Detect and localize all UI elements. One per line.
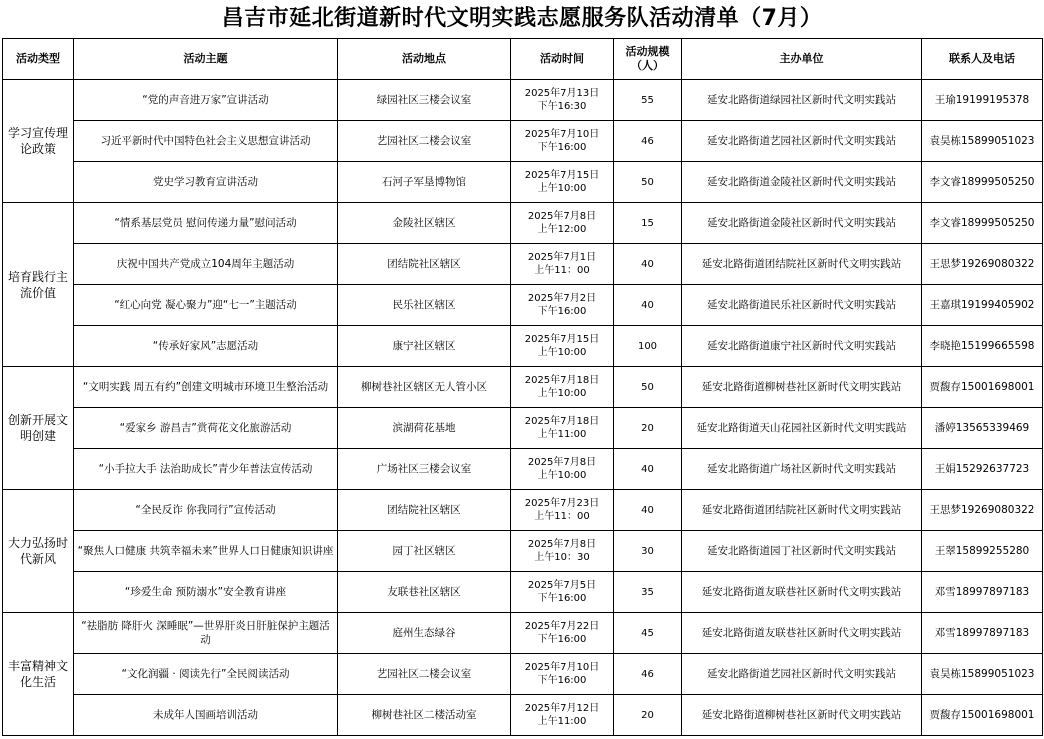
activity-scale-cell: 40: [614, 244, 682, 285]
table-row: [3, 203, 1043, 244]
activity-time-cell: [511, 572, 614, 613]
activity-time-cell: [511, 326, 614, 367]
activity-clock: 下午16:00: [537, 142, 587, 153]
table-row: [3, 244, 1043, 285]
header-organizer: 主办单位: [682, 39, 922, 80]
organizer-cell: 延安北路街道康宁社区新时代文明实践站: [682, 326, 922, 367]
activity-theme-cell: 未成年人国画培训活动: [74, 695, 338, 736]
activity-table: [2, 38, 1043, 736]
header-activity-type: 活动类型: [3, 39, 74, 80]
table-row: [3, 80, 1043, 121]
activity-clock: 下午16:00: [537, 306, 587, 317]
activity-time-cell: [511, 203, 614, 244]
activity-theme-cell: “文明实践 周五有约”创建文明城市环境卫生整治活动: [74, 367, 338, 408]
activity-time-cell: [511, 285, 614, 326]
activity-date: 2025年7月13日: [524, 88, 600, 99]
organizer-cell: 延安北路街道金陵社区新时代文明实践站: [682, 162, 922, 203]
activity-scale-cell: 30: [614, 531, 682, 572]
activity-scale-cell: 40: [614, 449, 682, 490]
contact-cell: 邓雪18997897183: [922, 613, 1043, 654]
activity-scale-cell: 35: [614, 572, 682, 613]
header-activity-location: 活动地点: [338, 39, 511, 80]
activity-clock: 上午11:00: [537, 429, 587, 440]
activity-date: 2025年7月8日: [527, 211, 597, 222]
contact-cell: 王瑜19199195378: [922, 80, 1043, 121]
page-title: 昌吉市延北街道新时代文明实践志愿服务队活动清单（7月）: [221, 6, 823, 31]
activity-location-cell: 绿园社区三楼会议室: [338, 80, 511, 121]
activity-location-cell: 石河子军垦博物馆: [338, 162, 511, 203]
activity-date: 2025年7月8日: [527, 457, 597, 468]
activity-location-cell: 广场社区三楼会议室: [338, 449, 511, 490]
activity-scale-cell: 45: [614, 613, 682, 654]
activity-time-cell: [511, 695, 614, 736]
contact-cell: 李文睿18999505250: [922, 203, 1043, 244]
table-row: [3, 162, 1043, 203]
contact-cell: 贾馥存15001698001: [922, 695, 1043, 736]
activity-location-cell: 团结院社区辖区: [338, 490, 511, 531]
activity-time-cell: [511, 490, 614, 531]
contact-cell: 王嘉琪19199405902: [922, 285, 1043, 326]
activity-date: 2025年7月22日: [524, 621, 600, 632]
activity-theme-cell: “聚焦人口健康 共筑幸福未来”世界人口日健康知识讲座: [74, 531, 338, 572]
table-row: [3, 490, 1043, 531]
activity-date: 2025年7月18日: [524, 375, 600, 386]
activity-clock: 下午16:00: [537, 634, 587, 645]
activity-type-cell: 学习宣传理论政策: [3, 80, 74, 203]
organizer-cell: 延安北路街道艺园社区新时代文明实践站: [682, 654, 922, 695]
activity-time-cell: [511, 613, 614, 654]
activity-scale-cell: 20: [614, 408, 682, 449]
table-row: [3, 367, 1043, 408]
organizer-cell: 延安北路街道团结院社区新时代文明实践站: [682, 244, 922, 285]
activity-clock: 上午11:00: [537, 716, 587, 727]
organizer-cell: 延安北路街道柳树巷社区新时代文明实践站: [682, 367, 922, 408]
activity-date: 2025年7月10日: [524, 129, 600, 140]
activity-location-cell: 友联巷社区辖区: [338, 572, 511, 613]
activity-time-cell: [511, 531, 614, 572]
table-row: [3, 408, 1043, 449]
organizer-cell: 延安北路街道民乐社区新时代文明实践站: [682, 285, 922, 326]
activity-theme-cell: “党的声音进万家”宣讲活动: [74, 80, 338, 121]
activity-scale-cell: 40: [614, 490, 682, 531]
activity-theme-cell: “珍爱生命 预防溺水”安全教育讲座: [74, 572, 338, 613]
organizer-cell: 延安北路街道友联巷社区新时代文明实践站: [682, 613, 922, 654]
activity-theme-cell: “红心向党 凝心聚力”迎“七一”主题活动: [74, 285, 338, 326]
activity-clock: 上午11：00: [534, 265, 590, 276]
activity-scale-cell: 50: [614, 367, 682, 408]
activity-clock: 下午16:30: [537, 101, 587, 112]
contact-cell: 潘婷13565339469: [922, 408, 1043, 449]
activity-location-cell: 团结院社区辖区: [338, 244, 511, 285]
activity-date: 2025年7月10日: [524, 662, 600, 673]
activity-theme-cell: “文化润疆 · 阅读先行”全民阅读活动: [74, 654, 338, 695]
organizer-cell: 延安北路街道园丁社区新时代文明实践站: [682, 531, 922, 572]
activity-time-cell: [511, 367, 614, 408]
activity-theme-cell: “爱家乡 游昌吉”赏荷花文化旅游活动: [74, 408, 338, 449]
contact-cell: 王思梦19269080322: [922, 244, 1043, 285]
activity-clock: 上午12:00: [537, 224, 587, 235]
table-row: [3, 531, 1043, 572]
contact-cell: 袁昊栋15899051023: [922, 654, 1043, 695]
contact-cell: 袁昊栋15899051023: [922, 121, 1043, 162]
activity-date: 2025年7月23日: [524, 498, 600, 509]
contact-cell: 贾馥存15001698001: [922, 367, 1043, 408]
contact-cell: 王娟15292637723: [922, 449, 1043, 490]
activity-theme-cell: “祛脂肪 降肝火 深睡眠”—世界肝炎日肝脏保护主题活动: [74, 613, 338, 654]
activity-theme-cell: 习近平新时代中国特色社会主义思想宣讲活动: [74, 121, 338, 162]
contact-cell: 王翠15899255280: [922, 531, 1043, 572]
table-row: [3, 654, 1043, 695]
activity-scale-cell: 55: [614, 80, 682, 121]
table-header-row: [3, 39, 1043, 80]
organizer-cell: 延安北路街道团结院社区新时代文明实践站: [682, 490, 922, 531]
activity-scale-cell: 20: [614, 695, 682, 736]
table-row: [3, 613, 1043, 654]
activity-theme-cell: 庆祝中国共产党成立104周年主题活动: [74, 244, 338, 285]
contact-cell: 李文睿18999505250: [922, 162, 1043, 203]
activity-date: 2025年7月5日: [527, 580, 597, 591]
activity-theme-cell: “小手拉大手 法治助成长”青少年普法宣传活动: [74, 449, 338, 490]
activity-scale-cell: 50: [614, 162, 682, 203]
activity-type-cell: 大力弘扬时代新风: [3, 490, 74, 613]
activity-location-cell: 民乐社区辖区: [338, 285, 511, 326]
activity-type-cell: 丰富精神文化生活: [3, 613, 74, 736]
activity-clock: 下午16:00: [537, 593, 587, 604]
activity-time-cell: [511, 162, 614, 203]
activity-date: 2025年7月15日: [524, 170, 600, 181]
activity-location-cell: 柳树巷社区辖区无人管小区: [338, 367, 511, 408]
activity-time-cell: [511, 80, 614, 121]
activity-type-cell: 培育践行主流价值: [3, 203, 74, 367]
header-activity-time: 活动时间: [511, 39, 614, 80]
activity-location-cell: 艺园社区二楼会议室: [338, 654, 511, 695]
table-row: [3, 572, 1043, 613]
organizer-cell: 延安北路街道天山花园社区新时代文明实践站: [682, 408, 922, 449]
activity-time-cell: [511, 244, 614, 285]
activity-time-cell: [511, 408, 614, 449]
activity-clock: 上午10：30: [534, 552, 590, 563]
activity-scale-cell: 100: [614, 326, 682, 367]
activity-scale-cell: 15: [614, 203, 682, 244]
activity-scale-cell: 46: [614, 654, 682, 695]
activity-clock: 上午10:00: [537, 347, 587, 358]
activity-location-cell: 金陵社区辖区: [338, 203, 511, 244]
activity-scale-cell: 46: [614, 121, 682, 162]
activity-scale-cell: 40: [614, 285, 682, 326]
activity-date: 2025年7月15日: [524, 334, 600, 345]
activity-location-cell: 康宁社区辖区: [338, 326, 511, 367]
table-row: [3, 326, 1043, 367]
activity-type-cell: 创新开展文明创建: [3, 367, 74, 490]
activity-time-cell: [511, 449, 614, 490]
activity-clock: 上午10:00: [537, 388, 587, 399]
activity-time-cell: [511, 121, 614, 162]
organizer-cell: 延安北路街道柳树巷社区新时代文明实践站: [682, 695, 922, 736]
contact-cell: 邓雪18997897183: [922, 572, 1043, 613]
header-activity-theme: 活动主题: [74, 39, 338, 80]
activity-theme-cell: 党史学习教育宣讲活动: [74, 162, 338, 203]
activity-clock: 上午10:00: [537, 470, 587, 481]
activity-location-cell: 滨湖荷花基地: [338, 408, 511, 449]
organizer-cell: 延安北路街道金陵社区新时代文明实践站: [682, 203, 922, 244]
activity-theme-cell: “情系基层党员 慰问传递力量”慰问活动: [74, 203, 338, 244]
activity-theme-cell: “全民反诈 你我同行”宣传活动: [74, 490, 338, 531]
activity-date: 2025年7月18日: [524, 416, 600, 427]
header-activity-scale: 活动规模（人）: [614, 39, 682, 80]
organizer-cell: 延安北路街道广场社区新时代文明实践站: [682, 449, 922, 490]
table-row: [3, 285, 1043, 326]
table-row: [3, 695, 1043, 736]
table-row: [3, 449, 1043, 490]
table-row: [3, 121, 1043, 162]
contact-cell: 李晓艳15199665598: [922, 326, 1043, 367]
organizer-cell: 延安北路街道友联巷社区新时代文明实践站: [682, 572, 922, 613]
activity-clock: 上午11：00: [534, 511, 590, 522]
activity-date: 2025年7月8日: [527, 539, 597, 550]
activity-location-cell: 柳树巷社区二楼活动室: [338, 695, 511, 736]
activity-date: 2025年7月12日: [524, 703, 600, 714]
organizer-cell: 延安北路街道艺园社区新时代文明实践站: [682, 121, 922, 162]
activity-clock: 下午16:00: [537, 675, 587, 686]
contact-cell: 王思梦19269080322: [922, 490, 1043, 531]
activity-time-cell: [511, 654, 614, 695]
activity-clock: 上午10:00: [537, 183, 587, 194]
organizer-cell: 延安北路街道绿园社区新时代文明实践站: [682, 80, 922, 121]
activity-theme-cell: “传承好家风”志愿活动: [74, 326, 338, 367]
activity-date: 2025年7月1日: [527, 252, 597, 263]
activity-location-cell: 园丁社区辖区: [338, 531, 511, 572]
activity-location-cell: 艺园社区二楼会议室: [338, 121, 511, 162]
activity-location-cell: 庭州生态绿谷: [338, 613, 511, 654]
activity-date: 2025年7月2日: [527, 293, 597, 304]
header-contact: 联系人及电话: [922, 39, 1043, 80]
